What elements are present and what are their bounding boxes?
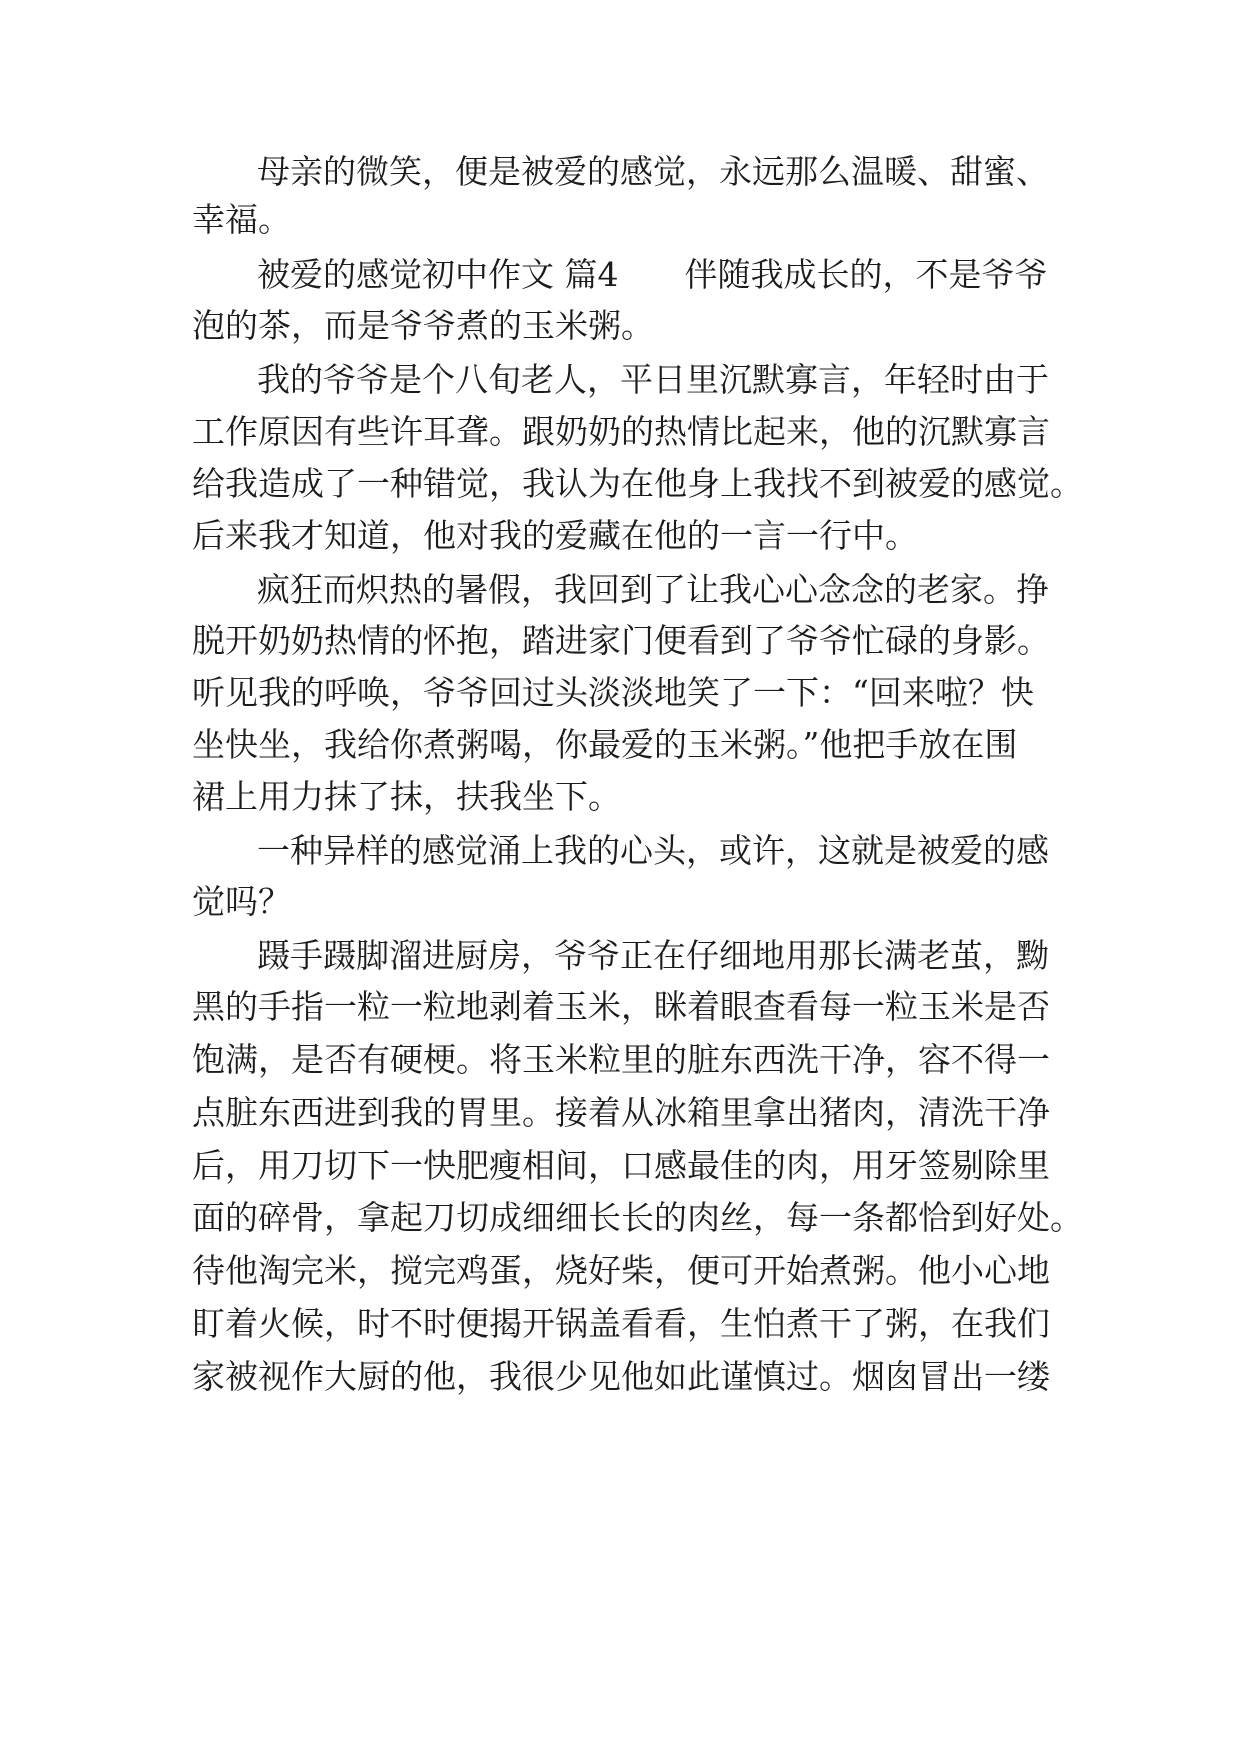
text-line: 疯狂而炽热的暑假，我回到了让我心心念念的老家。挣 [257,570,1049,609]
text-line: 裙上用力抹了抹，扶我坐下。 [192,777,621,816]
text-line: 听见我的呼唤，爷爷回过头淡淡地笑了一下：“回来啦？快 [192,673,1034,712]
text-line: 待他淘完米，搅完鸡蛋，烧好柴，便可开始煮粥。他小心地 [192,1251,1050,1290]
text-line: 幸福。 [192,200,291,239]
text-line: 泡的茶，而是爷爷煮的玉米粥。 [192,306,654,345]
text-line: 点脏东西进到我的胃里。接着从冰箱里拿出猪肉，清洗干净 [192,1093,1050,1132]
text-line: 黑的手指一粒一粒地剥着玉米，眯着眼查看每一粒玉米是否 [192,987,1050,1026]
text-line: 工作原因有些许耳聋。跟奶奶的热情比起来，他的沉默寡言 [192,412,1050,451]
text-line: 母亲的微笑，便是被爱的感觉，永远那么温暖、甜蜜、 [257,152,1049,191]
text-line: 脱开奶奶热情的怀抱，踏进家门便看到了爷爷忙碌的身影。 [192,621,1050,660]
text-line: 蹑手蹑脚溜进厨房，爷爷正在仔细地用那长满老茧，黝 [257,936,1049,975]
text-line: 盯着火候，时不时便揭开锅盖看看，生怕煮干了粥，在我们 [192,1304,1050,1343]
text-line: 一种异样的感觉涌上我的心头，或许，这就是被爱的感 [257,831,1049,870]
text-line: 后，用刀切下一快肥瘦相间，口感最佳的肉，用牙签剔除里 [192,1146,1050,1185]
text-line: 觉吗？ [192,882,291,921]
text-line: 家被视作大厨的他，我很少见他如此谨慎过。烟囱冒出一缕 [192,1357,1050,1396]
text-line: 后来我才知道，他对我的爱藏在他的一言一行中。 [192,516,918,555]
text-line: 坐快坐，我给你煮粥喝，你最爱的玉米粥。”他把手放在围 [192,725,1018,764]
text-line: 我的爷爷是个八旬老人，平日里沉默寡言，年轻时由于 [257,360,1049,399]
text-line: 给我造成了一种错觉，我认为在他身上我找不到被爱的感觉。 [192,464,1083,503]
text-line: 面的碎骨，拿起刀切成细细长长的肉丝，每一条都恰到好处。 [192,1198,1083,1237]
text-line: 饱满，是否有硬梗。将玉米粒里的脏东西洗干净，容不得一 [192,1040,1050,1079]
section-heading-line: 被爱的感觉初中作文 篇4 伴随我成长的，不是爷爷 [257,255,1048,294]
